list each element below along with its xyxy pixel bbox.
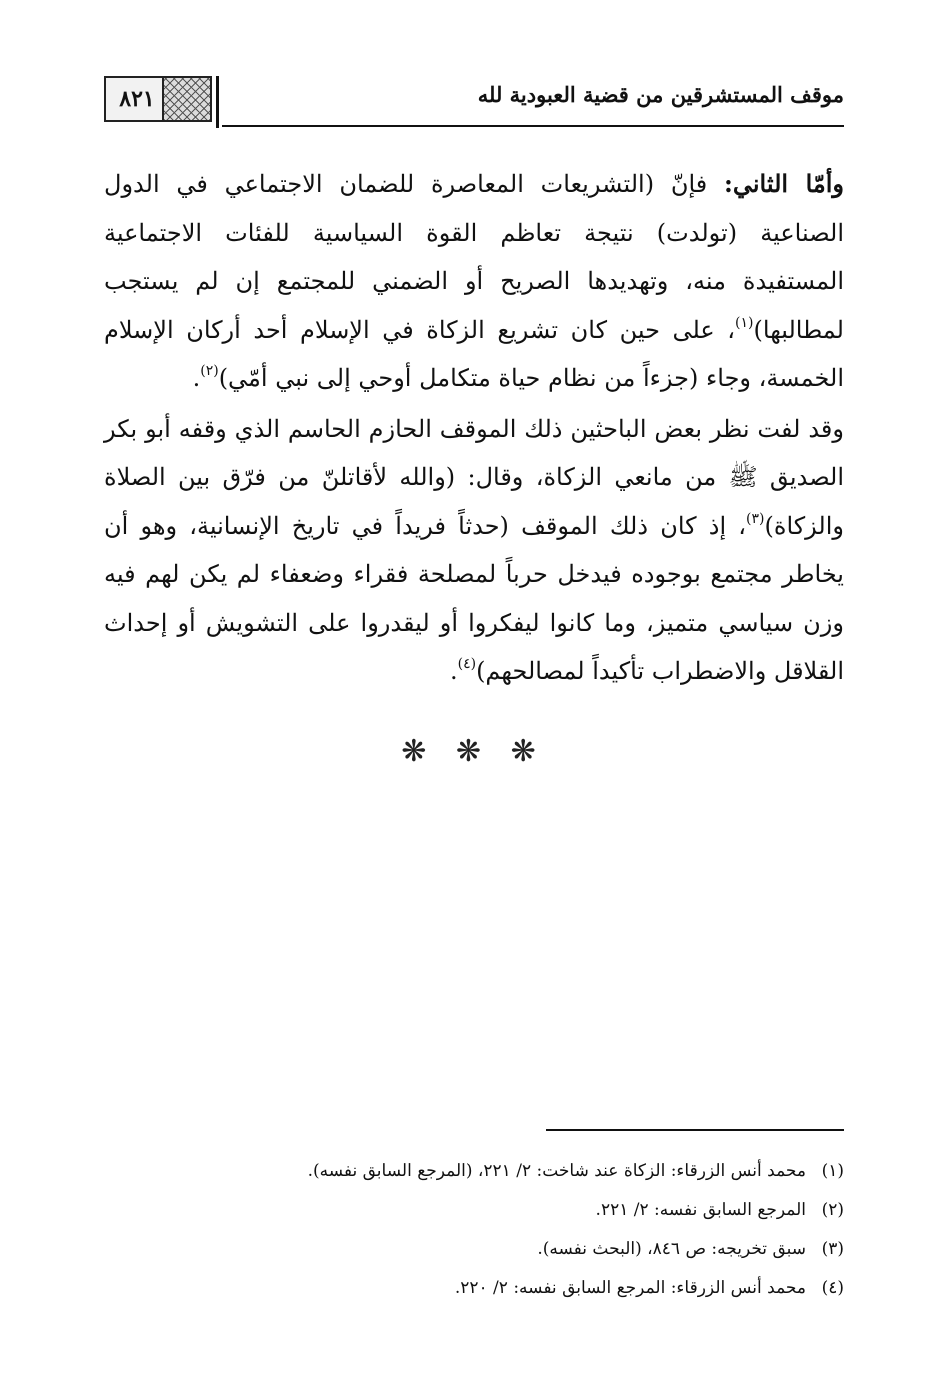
main-text: [104, 160, 844, 696]
footnote-marker-4: (٤): [457, 656, 477, 672]
footnote-number: (١): [821, 1161, 844, 1181]
footnote-marker-1: (١): [735, 314, 754, 331]
footnote-item: [104, 1191, 844, 1230]
paragraph-2-end: .: [449, 657, 458, 685]
section-separator-stars-icon: ❋ ❋ ❋: [401, 734, 546, 769]
page-number-box: [104, 76, 212, 122]
page-number: ٨٢١: [119, 86, 155, 112]
footnote-marker-3: (٣): [746, 510, 765, 527]
paragraph-1-end: .: [192, 364, 201, 392]
paragraph-1-text-b: ، على حين كان تشريع الزكاة في الإسلام أحد أركان الإسلام الخمسة، وجاء (جزءاً من نظام حياة متكامل أوحي إلى نبي أمّي): [104, 315, 844, 392]
paragraph-2-text-a: وقد لفت نظر بعض الباحثين ذلك الموقف الحازم الحاسم الذي وقفه أبو بكر الصديق ﷺ من مانعي الزكاة، وقال: (والله لأقاتلنّ من فرّق بين الصلاة والزكاة): [104, 414, 844, 540]
footnote-item: [104, 1269, 844, 1308]
paragraph-2: [104, 405, 844, 696]
footnote-marker-2: (٢): [200, 363, 219, 379]
paragraph-lead: وأمّا الثاني:: [724, 169, 844, 198]
footnote-number: (٣): [821, 1239, 844, 1259]
footnote-text: محمد أنس الزرقاء: الزكاة عند شاخت: ٢/ ٢٢١، (المرجع السابق نفسه).: [307, 1161, 806, 1181]
footnote-number: (٤): [821, 1278, 844, 1298]
header-rule: [222, 125, 844, 127]
paragraph-2-text-b: ، إذ كان ذلك الموقف (حدثاً فريداً في تاريخ الإنسانية، وهو أن يخاطر مجتمع بوجوده فيدخل حرباً لمصلحة فقراء وضعفاء لم يكن لهم فيه وزن سياسي متميز، وما كانوا ليفكروا أو ليقدروا على التشويش أو إحداث القلاقل والاضطراب تأكيداً لمصالحهم): [104, 511, 844, 685]
paragraph-1-text-a: فإنّ (التشريعات المعاصرة للضمان الاجتماعي في الدول الصناعية (تولدت) نتيجة تعاظم القوة السياسية للفئات الاجتماعية المستفيدة منه، وتهديدها الصريح أو الضمني للمجتمع إن لم يستجب لمطالبها): [104, 170, 844, 344]
footnote-text: المرجع السابق نفسه: ٢/ ٢٢١.: [595, 1200, 806, 1220]
footnote-text: محمد أنس الزرقاء: المرجع السابق نفسه: ٢/ ٢٢٠.: [454, 1278, 806, 1298]
paragraph-1: [104, 160, 844, 403]
footnotes: [104, 1152, 844, 1308]
header-divider: [216, 76, 219, 128]
running-header: [104, 72, 844, 128]
chapter-title: موقف المستشرقين من قضية العبودية لله: [477, 82, 844, 107]
footnote-number: (٢): [821, 1200, 844, 1220]
footnote-rule: [546, 1129, 844, 1131]
footnote-text: سبق تخريجه: ص ٨٤٦، (البحث نفسه).: [537, 1239, 806, 1259]
arabesque-ornament-icon: [162, 78, 210, 120]
footnote-item: [104, 1152, 844, 1191]
footnote-item: [104, 1230, 844, 1269]
